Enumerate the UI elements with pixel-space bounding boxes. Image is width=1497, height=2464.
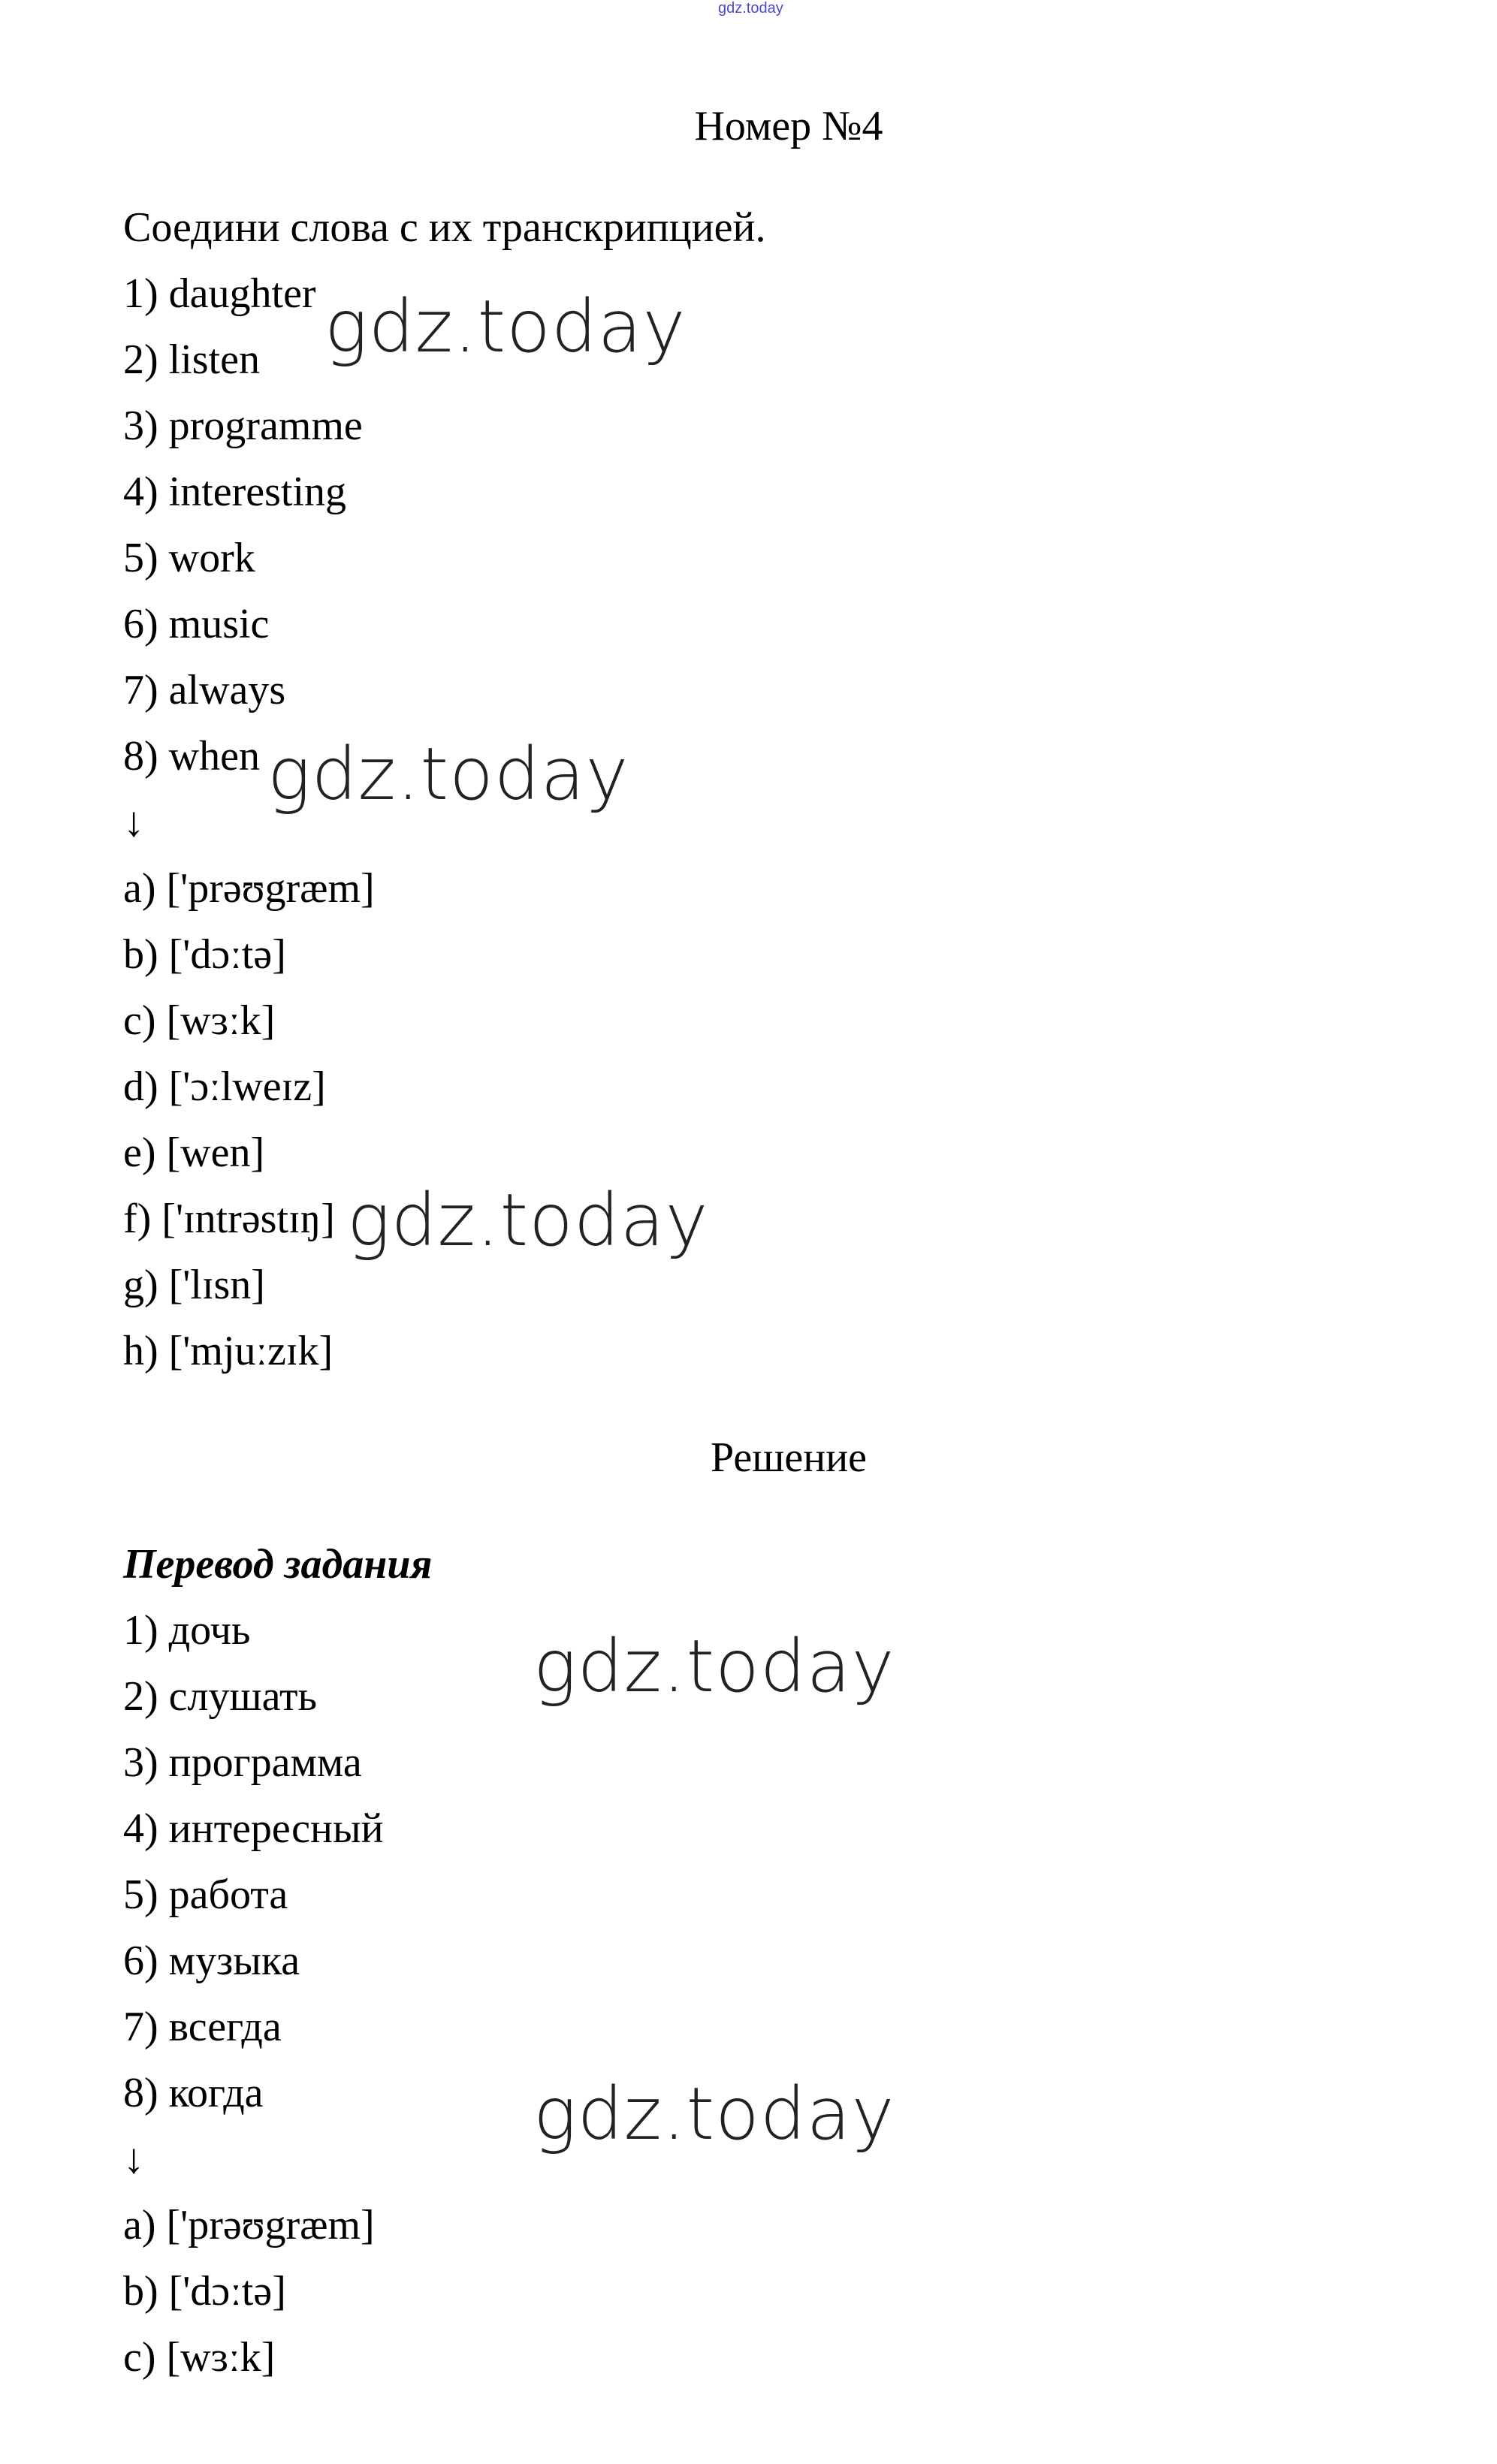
word-item: 6) music [123, 601, 270, 647]
word-item: 3) programme [123, 403, 363, 449]
transcription-item: f) ['ɪntrəstɪŋ] [123, 1196, 335, 1242]
translation-heading: Перевод задания [123, 1541, 433, 1588]
transcription-item: d) ['ɔːlweɪz] [123, 1063, 326, 1110]
transcription-item: a) ['prəʊgræm] [123, 2202, 375, 2248]
word-item: 8) when [123, 733, 260, 780]
word-item: 4) interesting [123, 469, 347, 515]
word-item: 7) always [123, 667, 286, 713]
word-item: 5) work [123, 535, 255, 581]
watermark: gdz.today [533, 2072, 895, 2156]
down-arrow: ↓ [123, 799, 144, 846]
transcription-item: b) ['dɔːtə] [123, 2268, 286, 2315]
solution-heading: Решение [710, 1434, 868, 1481]
watermark: gdz.today [324, 285, 687, 369]
translation-item: 3) программа [123, 1739, 362, 1786]
transcription-item: b) ['dɔːtə] [123, 931, 286, 978]
transcription-item: g) ['lɪsn] [123, 1262, 265, 1308]
top-watermark: gdz.today [718, 0, 783, 17]
translation-item: 2) слушать [123, 1673, 317, 1720]
watermark: gdz.today [267, 732, 629, 816]
transcription-item: e) [wen] [123, 1129, 265, 1176]
translation-item: 4) интересный [123, 1805, 384, 1852]
transcription-item: c) [wɜːk] [123, 997, 276, 1044]
transcription-item: c) [wɜːk] [123, 2334, 276, 2381]
watermark: gdz.today [533, 1624, 895, 1709]
page-title: Номер №4 [694, 103, 883, 149]
word-item: 1) daughter [123, 270, 316, 317]
translation-item: 8) когда [123, 2070, 264, 2116]
watermark: gdz.today [347, 1178, 709, 1262]
translation-item: 7) всегда [123, 2004, 282, 2050]
translation-item: 5) работа [123, 1871, 288, 1918]
word-item: 2) listen [123, 336, 260, 383]
translation-item: 6) музыка [123, 1938, 300, 1984]
transcription-item: a) ['prəʊgræm] [123, 865, 375, 912]
translation-item: 1) дочь [123, 1607, 251, 1654]
down-arrow: ↓ [123, 2136, 144, 2182]
task-text: Соедини слова с их транскрипцией. [123, 204, 766, 251]
transcription-item: h) ['mjuːzɪk] [123, 1328, 334, 1374]
